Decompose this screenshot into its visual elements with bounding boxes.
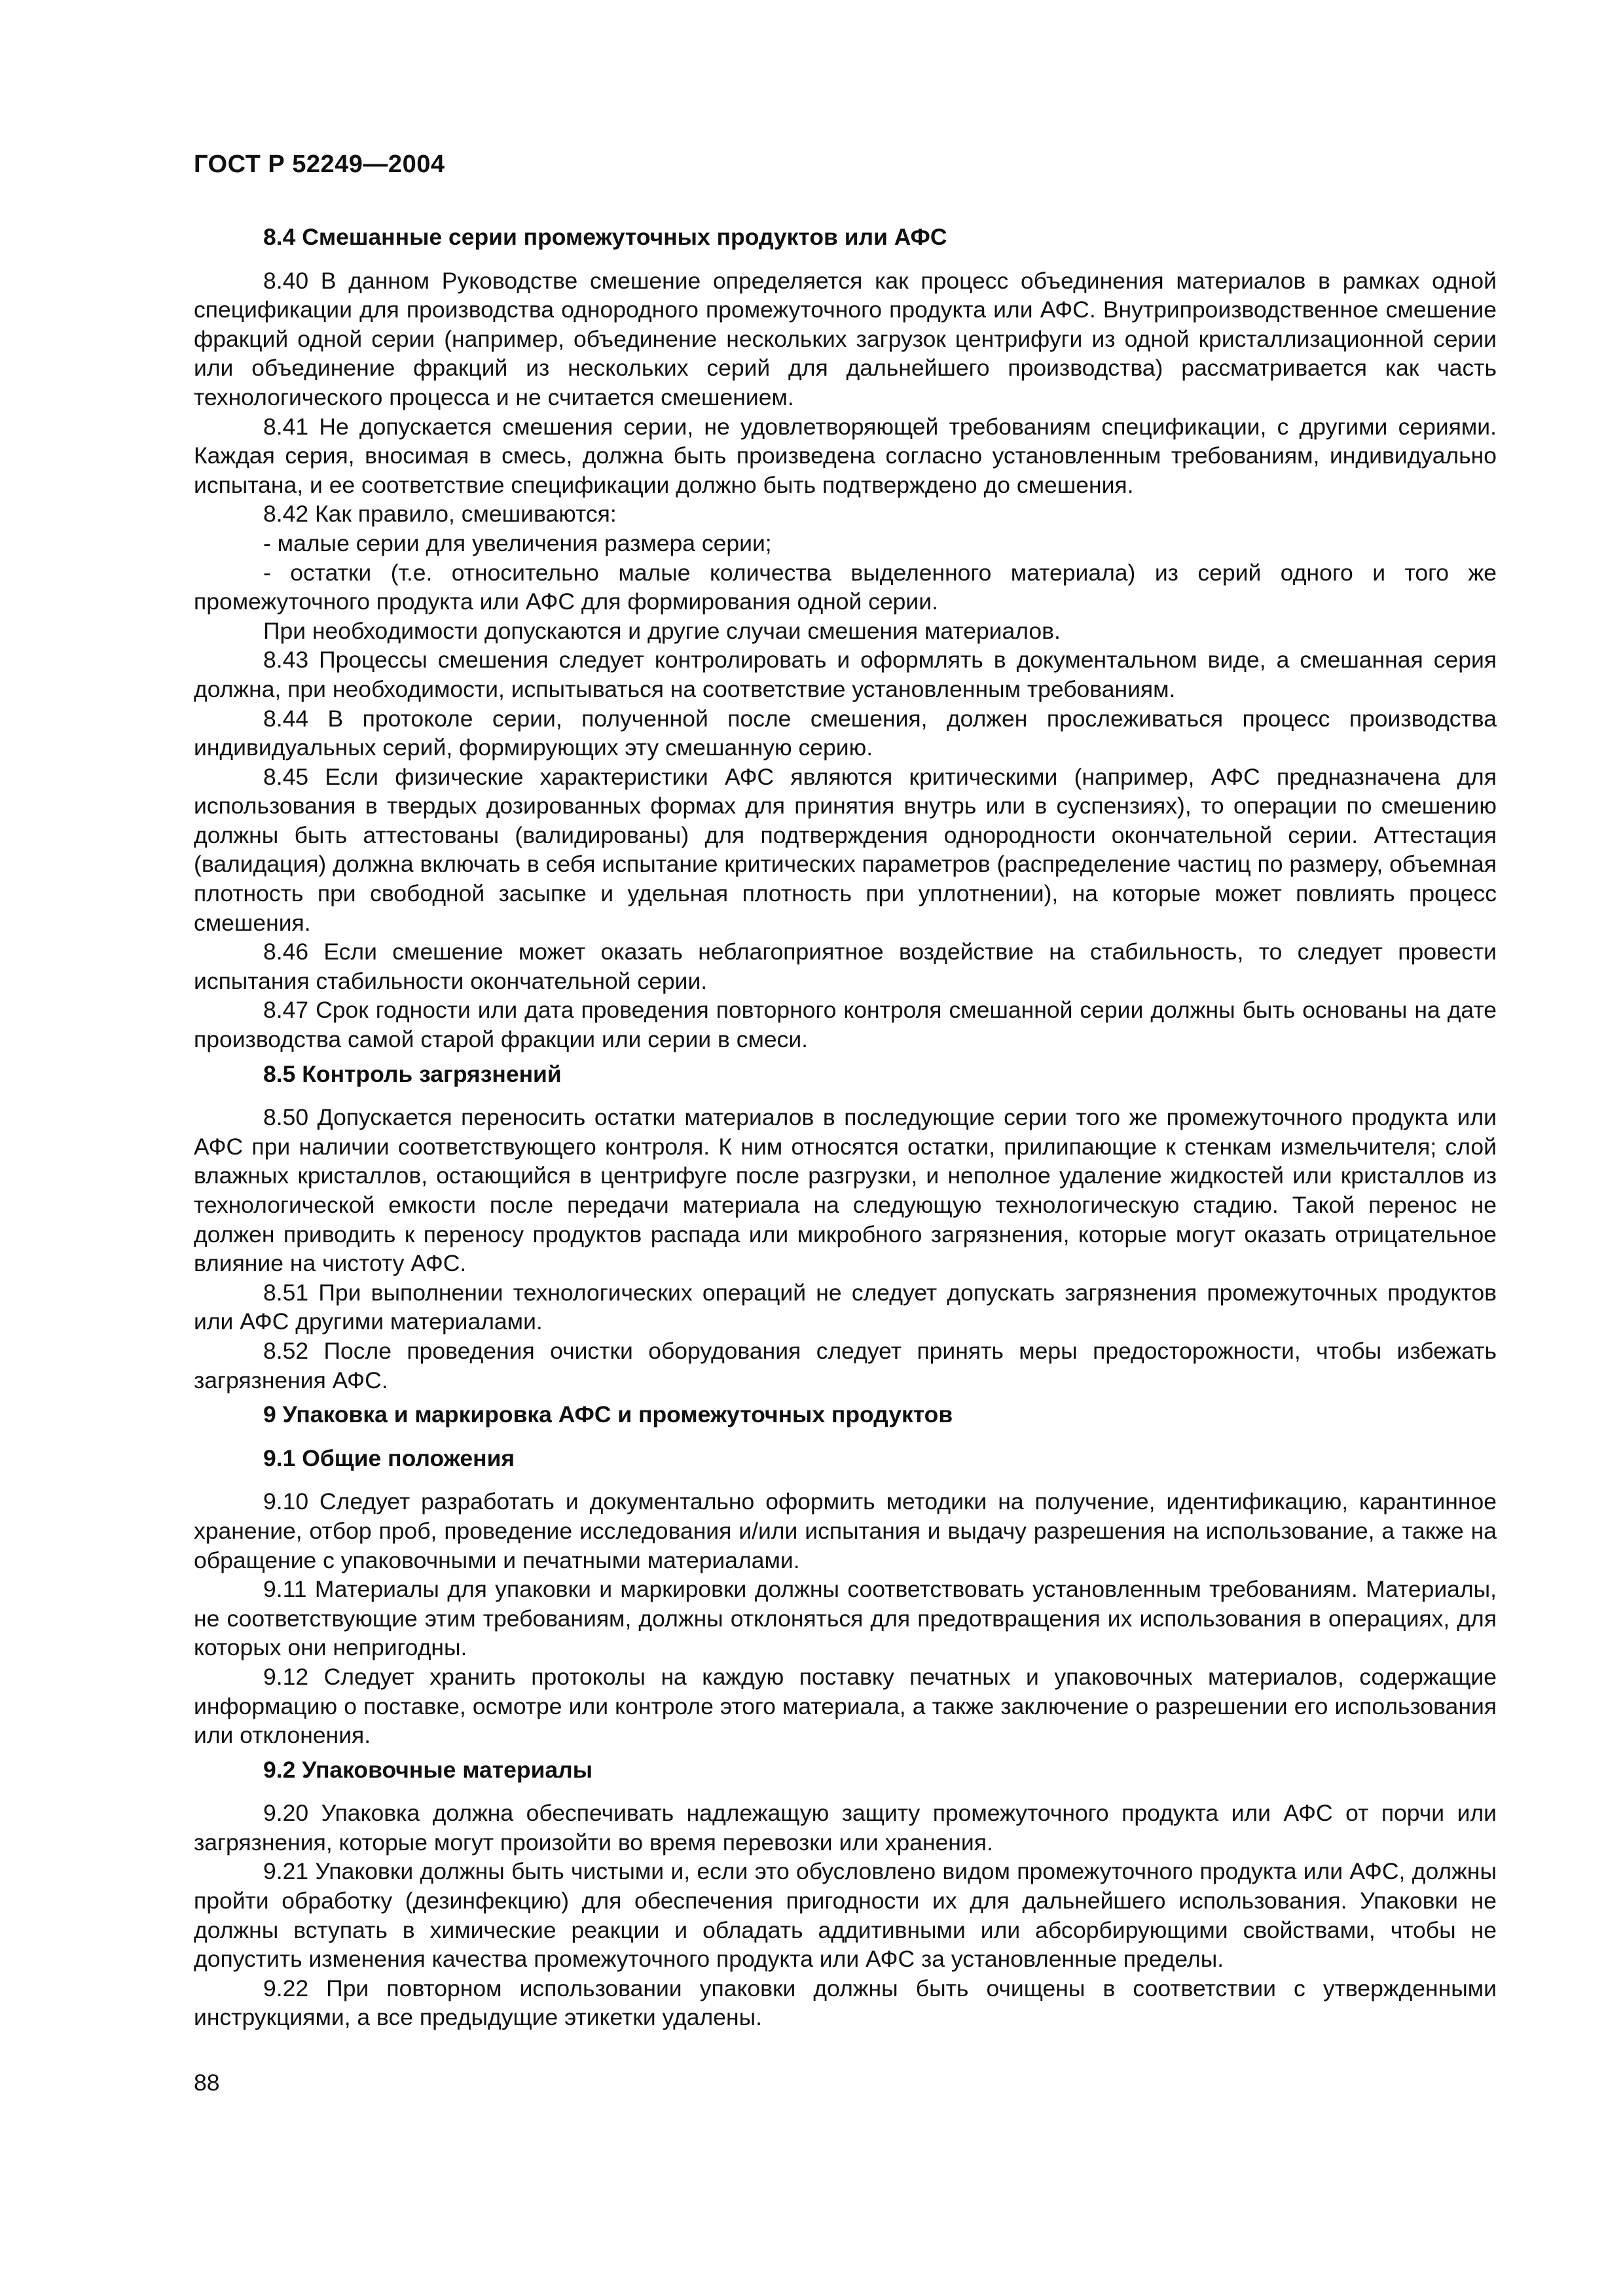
paragraph-9-10: 9.10 Следует разработать и документально оформить методики на получение, идентификацию, карантинное хранение, отбор проб, проведение исследования и/или испытания и выдачу разрешения на использование, а также на обращение с упаковочными и печатными материалами. bbox=[194, 1488, 1497, 1573]
paragraph-8-44: 8.44 В протоколе серии, полученной после смешения, должен прослеживаться процесс производства индивидуальных серий, формирующих эту смешанную серию. bbox=[194, 705, 1497, 761]
paragraph-9-22: 9.22 При повторном использовании упаковки должны быть очищены в соответствии с утвержденными инструкциями, а все предыдущие этикетки удалены. bbox=[194, 1975, 1497, 2031]
section-heading-9: 9 Упаковка и маркировка АФС и промежуточных продуктов bbox=[263, 1401, 953, 1428]
paragraph-8-52: 8.52 После проведения очистки оборудования следует принять меры предосторожности, чтобы избежать загрязнения АФС. bbox=[194, 1337, 1497, 1393]
section-heading-9-1: 9.1 Общие положения bbox=[263, 1444, 515, 1471]
paragraph-9-21: 9.21 Упаковки должны быть чистыми и, если это обусловлено видом промежуточного продукта или АФС, должны пройти обработку (дезинфекцию) для обеспечения пригодности их для дальнейшего использования. Упаковки не должны вступать в химические реакции и обладать аддитивными или абсорбирующими свойствами, чтобы не допустить изменения качества промежуточного продукта или АФС за установленные пределы. bbox=[194, 1858, 1497, 1973]
standard-header: ГОСТ Р 52249—2004 bbox=[194, 151, 445, 178]
paragraph-8-42: 8.42 Как правило, смешиваются: bbox=[263, 501, 617, 528]
page-number: 88 bbox=[194, 2070, 220, 2096]
list-item: - малые серии для увеличения размера серии; bbox=[263, 529, 772, 556]
section-heading-9-2: 9.2 Упаковочные материалы bbox=[263, 1756, 593, 1783]
paragraph-other-cases: При необходимости допускаются и другие случаи смешения материалов. bbox=[263, 617, 1061, 644]
paragraph-8-47: 8.47 Срок годности или дата проведения повторного контроля смешанной серии должны быть основаны на дате производства самой старой фракции или серии в смеси. bbox=[194, 997, 1497, 1053]
paragraph-9-20: 9.20 Упаковка должна обеспечивать надлежащую защиту промежуточного продукта или АФС от порчи или загрязнения, которые могут произойти во время перевозки или хранения. bbox=[194, 1800, 1497, 1856]
paragraph-9-11: 9.11 Материалы для упаковки и маркировки должны соответствовать установленным требованиям. Материалы, не соответствующие этим требованиям, должны отклоняться для предотвращения их использования в операциях, для которых они непригодны. bbox=[194, 1576, 1497, 1661]
section-heading-8-4: 8.4 Смешанные серии промежуточных продуктов или АФС bbox=[263, 224, 947, 250]
section-heading-8-5: 8.5 Контроль загрязнений bbox=[263, 1060, 562, 1087]
paragraph-8-46: 8.46 Если смешение может оказать неблагоприятное воздействие на стабильность, то следует провести испытания стабильности окончательной серии. bbox=[194, 939, 1497, 994]
list-item: - остатки (т.е. относительно малые количества выделенного материала) из серий одного и того же промежуточного продукта или АФС для формирования одной серии. bbox=[194, 559, 1497, 615]
paragraph-8-43: 8.43 Процессы смешения следует контролировать и оформлять в документальном виде, а смешанная серия должна, при необходимости, испытываться на соответствие установленным требованиям. bbox=[194, 647, 1497, 702]
document-body bbox=[194, 223, 1497, 2032]
paragraph-8-41: 8.41 Не допускается смешения серии, не удовлетворяющей требованиям спецификации, с другими сериями. Каждая серия, вносимая в смесь, должна быть произведена согласно установленным требованиям, индивидуально испытана, и ее соответствие спецификации должно быть подтверждено до смешения. bbox=[194, 413, 1497, 498]
paragraph-9-12: 9.12 Следует хранить протоколы на каждую поставку печатных и упаковочных материалов, содержащие информацию о поставке, осмотре или контроле этого материала, а также заключение о разрешении его использования или отклонения. bbox=[194, 1663, 1497, 1749]
paragraph-8-40: 8.40 В данном Руководстве смешение определяется как процесс объединения материалов в рамках одной спецификации для производства однородного промежуточного продукта или АФС. Внутрипроизводственное смешение фракций одной серии (например, объединение нескольких загрузок центрифуги из одной кристаллизационной серии или объединение фракций из нескольких серий для дальнейшего производства) рассматривается как часть технологического процесса и не считается смешением. bbox=[194, 267, 1497, 410]
paragraph-8-51: 8.51 При выполнении технологических операций не следует допускать загрязнения промежуточных продуктов или АФС другими материалами. bbox=[194, 1279, 1497, 1335]
paragraph-8-45: 8.45 Если физические характеристики АФС являются критическими (например, АФС предназначена для использования в твердых дозированных формах для принятия внутрь или в суспензиях), то операции по смешению должны быть аттестованы (валидированы) для подтверждения однородности окончательной серии. Аттестация (валидация) должна включать в себя испытание критических параметров (распределение частиц по размеру, объемная плотность при свободной засыпке и удельная плотность при уплотнении), на которые может повлиять процесс смешения. bbox=[194, 763, 1497, 936]
paragraph-8-50: 8.50 Допускается переносить остатки материалов в последующие серии того же промежуточного продукта или АФС при наличии соответствующего контроля. К ним относятся остатки, прилипающие к стенкам измельчителя; слой влажных кристаллов, остающийся в центрифуге после разгрузки, и неполное удаление жидкостей или кристаллов из технологической емкости после передачи материала на следующую технологическую стадию. Такой перенос не должен приводить к переносу продуктов распада или микробного загрязнения, которые могут оказать отрицательное влияние на чистоту АФС. bbox=[194, 1104, 1497, 1277]
